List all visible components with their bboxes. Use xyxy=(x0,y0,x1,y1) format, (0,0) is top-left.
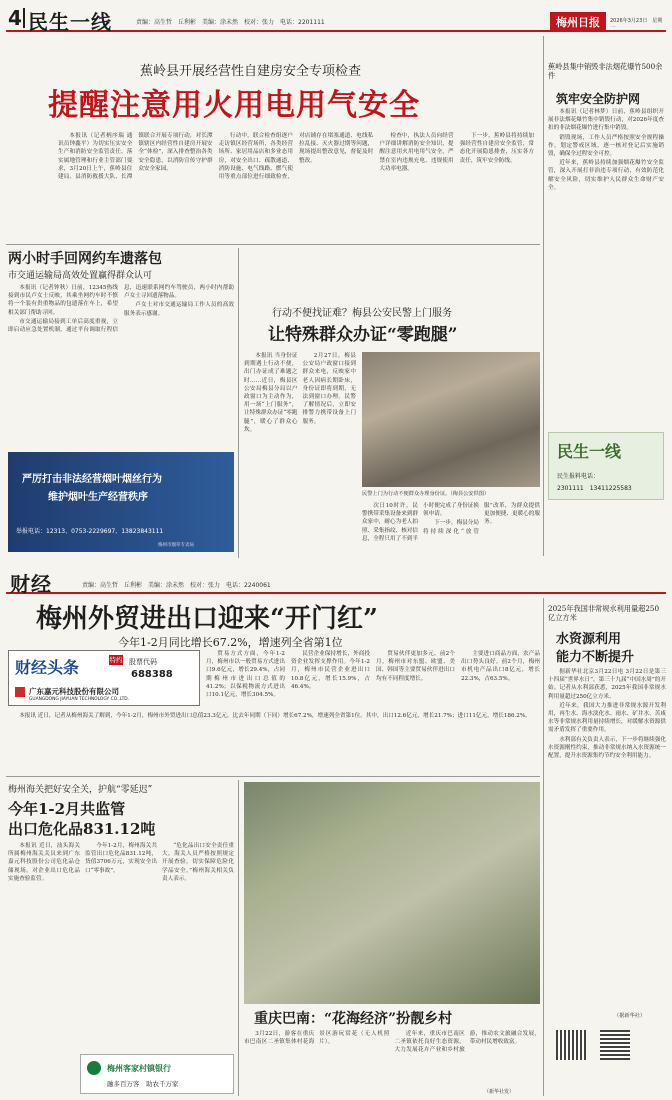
article2-para: 市交通运输局接到工单后高度重视，立即启动应急处置机制，通过平台调取行程信息，迅速联系网约车驾驶员，两小时内帮助卢女士寻回遗落物品。 xyxy=(8,285,234,334)
finance-para: 民营企业保持增长，外商投资企业发挥支撑作用。今年1-2月，梅州市民营企业进出口10.8亿元，增长15.9%，占46.4%。 xyxy=(291,651,370,690)
stock-label: 股票代码 xyxy=(129,658,157,666)
lead-para: 下一步，蕉岭县将持续加强经营性自建房安全监管，常态化开展隐患排查，压实各方责任，筑牢安全防线。 xyxy=(459,133,534,164)
hotline-phones: 2301111 13411225583 xyxy=(557,485,632,492)
lead-para: 行动中，联合检查组逐户走访镇区经营场所，各类经营场所、家居用品店和多业态用房，对安全出口、疏散通道、消防设施、电气线路、燃气使用等重点部位进行细致检查，对店铺存在堵塞通道、电线私拉乱接、灭火器过期等问题，现场提出整改意见，督促及时整改。 xyxy=(218,133,374,181)
qr-code-icon xyxy=(600,1030,630,1060)
article3-para: 次日10时许，民警携带采集设备来到群众家中，耐心为老人拍照、采集指纹、核对信息，全程只用了不到半小时便完成了身份证换领申请。 xyxy=(362,503,479,542)
finance-body-cols xyxy=(206,650,540,770)
banner-phone: 举报电话：12313、0753-2229697、13823843111 xyxy=(16,528,164,535)
article3-body-right xyxy=(362,502,540,552)
editors-line: 责编：高生哲 丘利彬 美编：涂未然 校对：张力 电话：2201111 xyxy=(136,19,325,26)
article3-para: 下一步，梅县分局将持续深化“放管服”改革，为群众提供更加便捷、更暖心的服务。 xyxy=(423,503,540,535)
article3-kicker: 行动不便找证难？梅县公安民警上门服务 xyxy=(272,308,452,319)
article3-para: 本报讯 当身份证到期遇上行动不便，出门办证成了难题之时……近日，梅县区公安局梅县分局以户政窗口为主动作为，用一场“上门服务”，让特殊群众办证“零跑腿”，暖心了群众心坎。 xyxy=(244,353,298,433)
right-body xyxy=(548,108,664,426)
section-title: 民生一线 xyxy=(28,10,112,34)
bank-slogan: 融多百万客 助农千万家 xyxy=(107,1080,179,1088)
finance-editors-line: 责编：高生哲 丘利彬 美编：涂未然 校对：张力 电话：2240061 xyxy=(82,582,271,589)
page-number-rule xyxy=(23,8,25,28)
finance-header xyxy=(6,566,666,594)
lead-kicker: 蕉岭县开展经营性自建房安全专项检查 xyxy=(140,64,362,79)
divider xyxy=(6,776,540,777)
right-headline: 筑牢安全防护网 xyxy=(556,92,641,106)
article3-caption: 民警上门为行动不便群众办理身份证。（梅县公安供图） xyxy=(362,491,490,497)
qr-code-icon xyxy=(556,1030,586,1060)
police-service-photo xyxy=(362,352,540,487)
divider xyxy=(6,244,540,245)
divider xyxy=(238,780,239,1096)
article6-para: 近年来，重庆市巴南区二圣镇依托良好生态资源，大力发展花卉产业和乡村旅游，推动农文旅融合发展，带动村民增收致富。 xyxy=(394,1031,540,1054)
banner-line1: 严厉打击非法经营烟叶烟丝行为 xyxy=(22,474,162,485)
hotline-label: 民生报料电话： xyxy=(557,473,600,480)
right-fin-body xyxy=(548,668,666,1008)
hotline-title: 民生一线 xyxy=(557,442,622,461)
banner-org: 梅州市烟草专卖局 xyxy=(158,543,194,548)
finance-para: 贸易方式方面，今年1-2月，梅州市以一般贸易方式进出口9.6亿元，增长29.4%，占同期梅州市进出口总值的41.2%；以保税物流方式进出口10.1亿元，增长304.5%。 xyxy=(206,651,285,699)
article2-body xyxy=(8,284,234,444)
stock-code: 688388 xyxy=(131,669,173,680)
article2-subhead: 市交通运输局高效处置赢得群众认可 xyxy=(8,271,153,281)
right-fin-headline-l2: 能力不断提升 xyxy=(556,650,635,665)
article3-headline: 让特殊群众办证“零跑腿” xyxy=(268,325,458,345)
right-para: 近年来，蕉岭县持续加强烟花爆竹安全监管，深入开展打非治违专项行动，有效防范化解安全风险，切实维护人民群众生命财产安全。 xyxy=(548,160,664,191)
finance-headline: 梅州外贸进出口迎来“开门红” xyxy=(36,604,378,634)
banner-line2: 维护烟叶生产经营秩序 xyxy=(48,492,148,503)
company-name-en: GUANGDONG JIAYUAN TECHNOLOGY CO.,LTD. xyxy=(29,697,130,702)
finance-para: 主要进口商品方面，农产品出口势头良好。前2个月，梅州市机电产品出口8亿元，增长22.3%，占63.5%。 xyxy=(461,651,540,682)
article5-headline-l2: 出口危化品831.12吨 xyxy=(8,820,156,838)
finance-ad-title: 财经头条 xyxy=(15,658,80,677)
lead-headline: 提醒注意用火用电用气安全 xyxy=(48,88,420,123)
article5-para: “危化品出口安全责任重大，海关人员严格按照规定开展查验，切实保障危险化学品安全。”梅州海关相关负责人表示。 xyxy=(162,843,234,882)
bank-logo-icon xyxy=(87,1061,101,1075)
article5-para: 本报讯 近日，汕头海关所属梅州海关关员来到广东嘉元科技股份公司危化品仓储现场，对企业出口危化品实施查验监管。 xyxy=(8,843,80,882)
finance-subhead: 今年1-2月同比增长67.2%，增速列全省第1位 xyxy=(118,636,343,649)
article5-headline-l1: 今年1-2月共监管 xyxy=(8,800,126,818)
right-fin-para: 近年来，我国大力推进非常规水源开发利用，再生水、海水淡化水、雨水、矿井水、苦咸水等非常规水利用量持续增长，对缓解水资源供需矛盾发挥了重要作用。 xyxy=(548,702,666,734)
right-kicker: 蕉岭县集中销毁非法烟花爆竹500余件 xyxy=(548,62,663,80)
finance-section-title: 财经 xyxy=(10,572,52,596)
article2-headline: 两小时手回网约车遗落包 xyxy=(8,251,162,267)
article5-para: 今年1-2月，梅州海关共监管出口危化品831.12吨，货值3706万元，实现安全出口“零事故”。 xyxy=(85,843,157,874)
company-name-cn: 广东嘉元科技股份有限公司 xyxy=(29,687,119,696)
page-header xyxy=(6,4,666,32)
article5-kicker: 梅州海关把好安全关，护航“零延迟” xyxy=(8,785,153,795)
right-fin-headline-l1: 水资源利用 xyxy=(556,632,622,647)
article6-para: 3月22日，游客在重庆市巴南区二圣镇集体村花海景区游玩赏花（无人机照片）。 xyxy=(244,1031,390,1046)
bank-name: 梅州客家村镇银行 xyxy=(107,1064,171,1073)
divider xyxy=(238,248,239,558)
finance-ad xyxy=(8,650,200,706)
article2-para: 卢女士对市交通运输局工作人员的高效服务表示感谢。 xyxy=(124,302,234,317)
flower-village-photo xyxy=(244,782,540,1004)
tobacco-banner-ad xyxy=(8,452,234,552)
issue-date: 2026年3月23日 星期一 xyxy=(610,18,663,31)
article6-body xyxy=(244,1030,540,1088)
right-fin-kicker: 2025年我国非常规水利用量超250亿立方米 xyxy=(548,604,660,622)
page-number: 4 xyxy=(8,6,23,30)
company-logo-icon xyxy=(15,687,25,697)
lead-para: 检查中，执法人员向经营户详细讲解消防安全知识，提醒注意用火用电用气安全，严禁在室内违规充电、违规使用大功率电器。 xyxy=(379,133,454,172)
article6-headline: 重庆巴南：“花海经济”扮靓乡村 xyxy=(254,1011,453,1027)
right-fin-para: 水利部有关负责人表示，下一步将继续强化水资源刚性约束，推动非常规水纳入水资源统一配置，提升水资源集约节约安全利用能力。 xyxy=(548,736,666,760)
bank-ad xyxy=(80,1054,234,1094)
article2-para: 本报讯（记者钟秋）日前，12345热线接到市民卢女士反映，其乘坐网约车时不慎将一个装有贵重物品的包遗落在车上，希望相关部门帮助寻回。 xyxy=(8,285,118,316)
article6-caption: （新华社发） xyxy=(484,1089,515,1095)
hotline-box xyxy=(548,432,664,500)
finance-ad-tag: 特约 xyxy=(109,656,123,664)
divider xyxy=(543,36,544,556)
article3-para: 2月27日，梅县公安局户政窗口接到群众来电，反映家中老人因病长期卧床，身份证即将到期，无法到窗口办理。民警了解情况后，立即安排警力携带设备上门服务。 xyxy=(302,353,356,425)
right-fin-para: 据新华社北京3月22日电 3月22日是第三十四届“世界水日”，第三十九届“中国水周”的开始。记者从水利部获悉，2025年我国非常规水利用量超过250亿立方米。 xyxy=(548,669,666,700)
newspaper-logo: 梅州日报 xyxy=(550,12,606,32)
right-fin-footer: （据新华社） xyxy=(614,1013,646,1019)
right-para: 本报讯（记者林梦）日前，蕉岭县组织开展非法烟花爆竹集中销毁行动，对2026年度查扣的非法烟花爆竹进行集中销毁。 xyxy=(548,109,664,132)
article5-body xyxy=(8,842,234,1052)
lead-para: 本报讯（记者柄序瑞 通讯员钟鑫平）为切实压实安全生产和消防安全监管责任，落实属地管理和行业主管部门要求，3月20日上午，蕉岭县住建局、县消防救援大队、长潭镇联合开展专项行动，对长潭镇辖区内经营性自建房开展安全“体检”，深入排查整治各类安全隐患，以消防宣传守护群众安全家园。 xyxy=(58,133,213,181)
finance-para: 贸易伙伴更加多元。前2个月，梅州市对东盟、欧盟、美国、韩国等主要贸易伙伴进出口均有不同程度增长。 xyxy=(376,651,455,682)
lead-body xyxy=(58,132,534,242)
article3-body-left xyxy=(244,352,356,552)
divider xyxy=(543,598,544,1096)
right-para: 销毁现场，工作人员严格按照安全规程操作，划定警戒区域，逐一核对登记后实施销毁，确保全过程安全可控。 xyxy=(548,134,664,158)
finance-para: 本报讯 近日，记者从梅州海关了解到，今年1-2月，梅州市外贸进出口总值23.3亿元，比去年同期（下同）增长67.2%，增速列全省第1位。其中，出口12.6亿元，增长21.7%；进口11亿元，增长186.2%。 xyxy=(19,713,531,719)
